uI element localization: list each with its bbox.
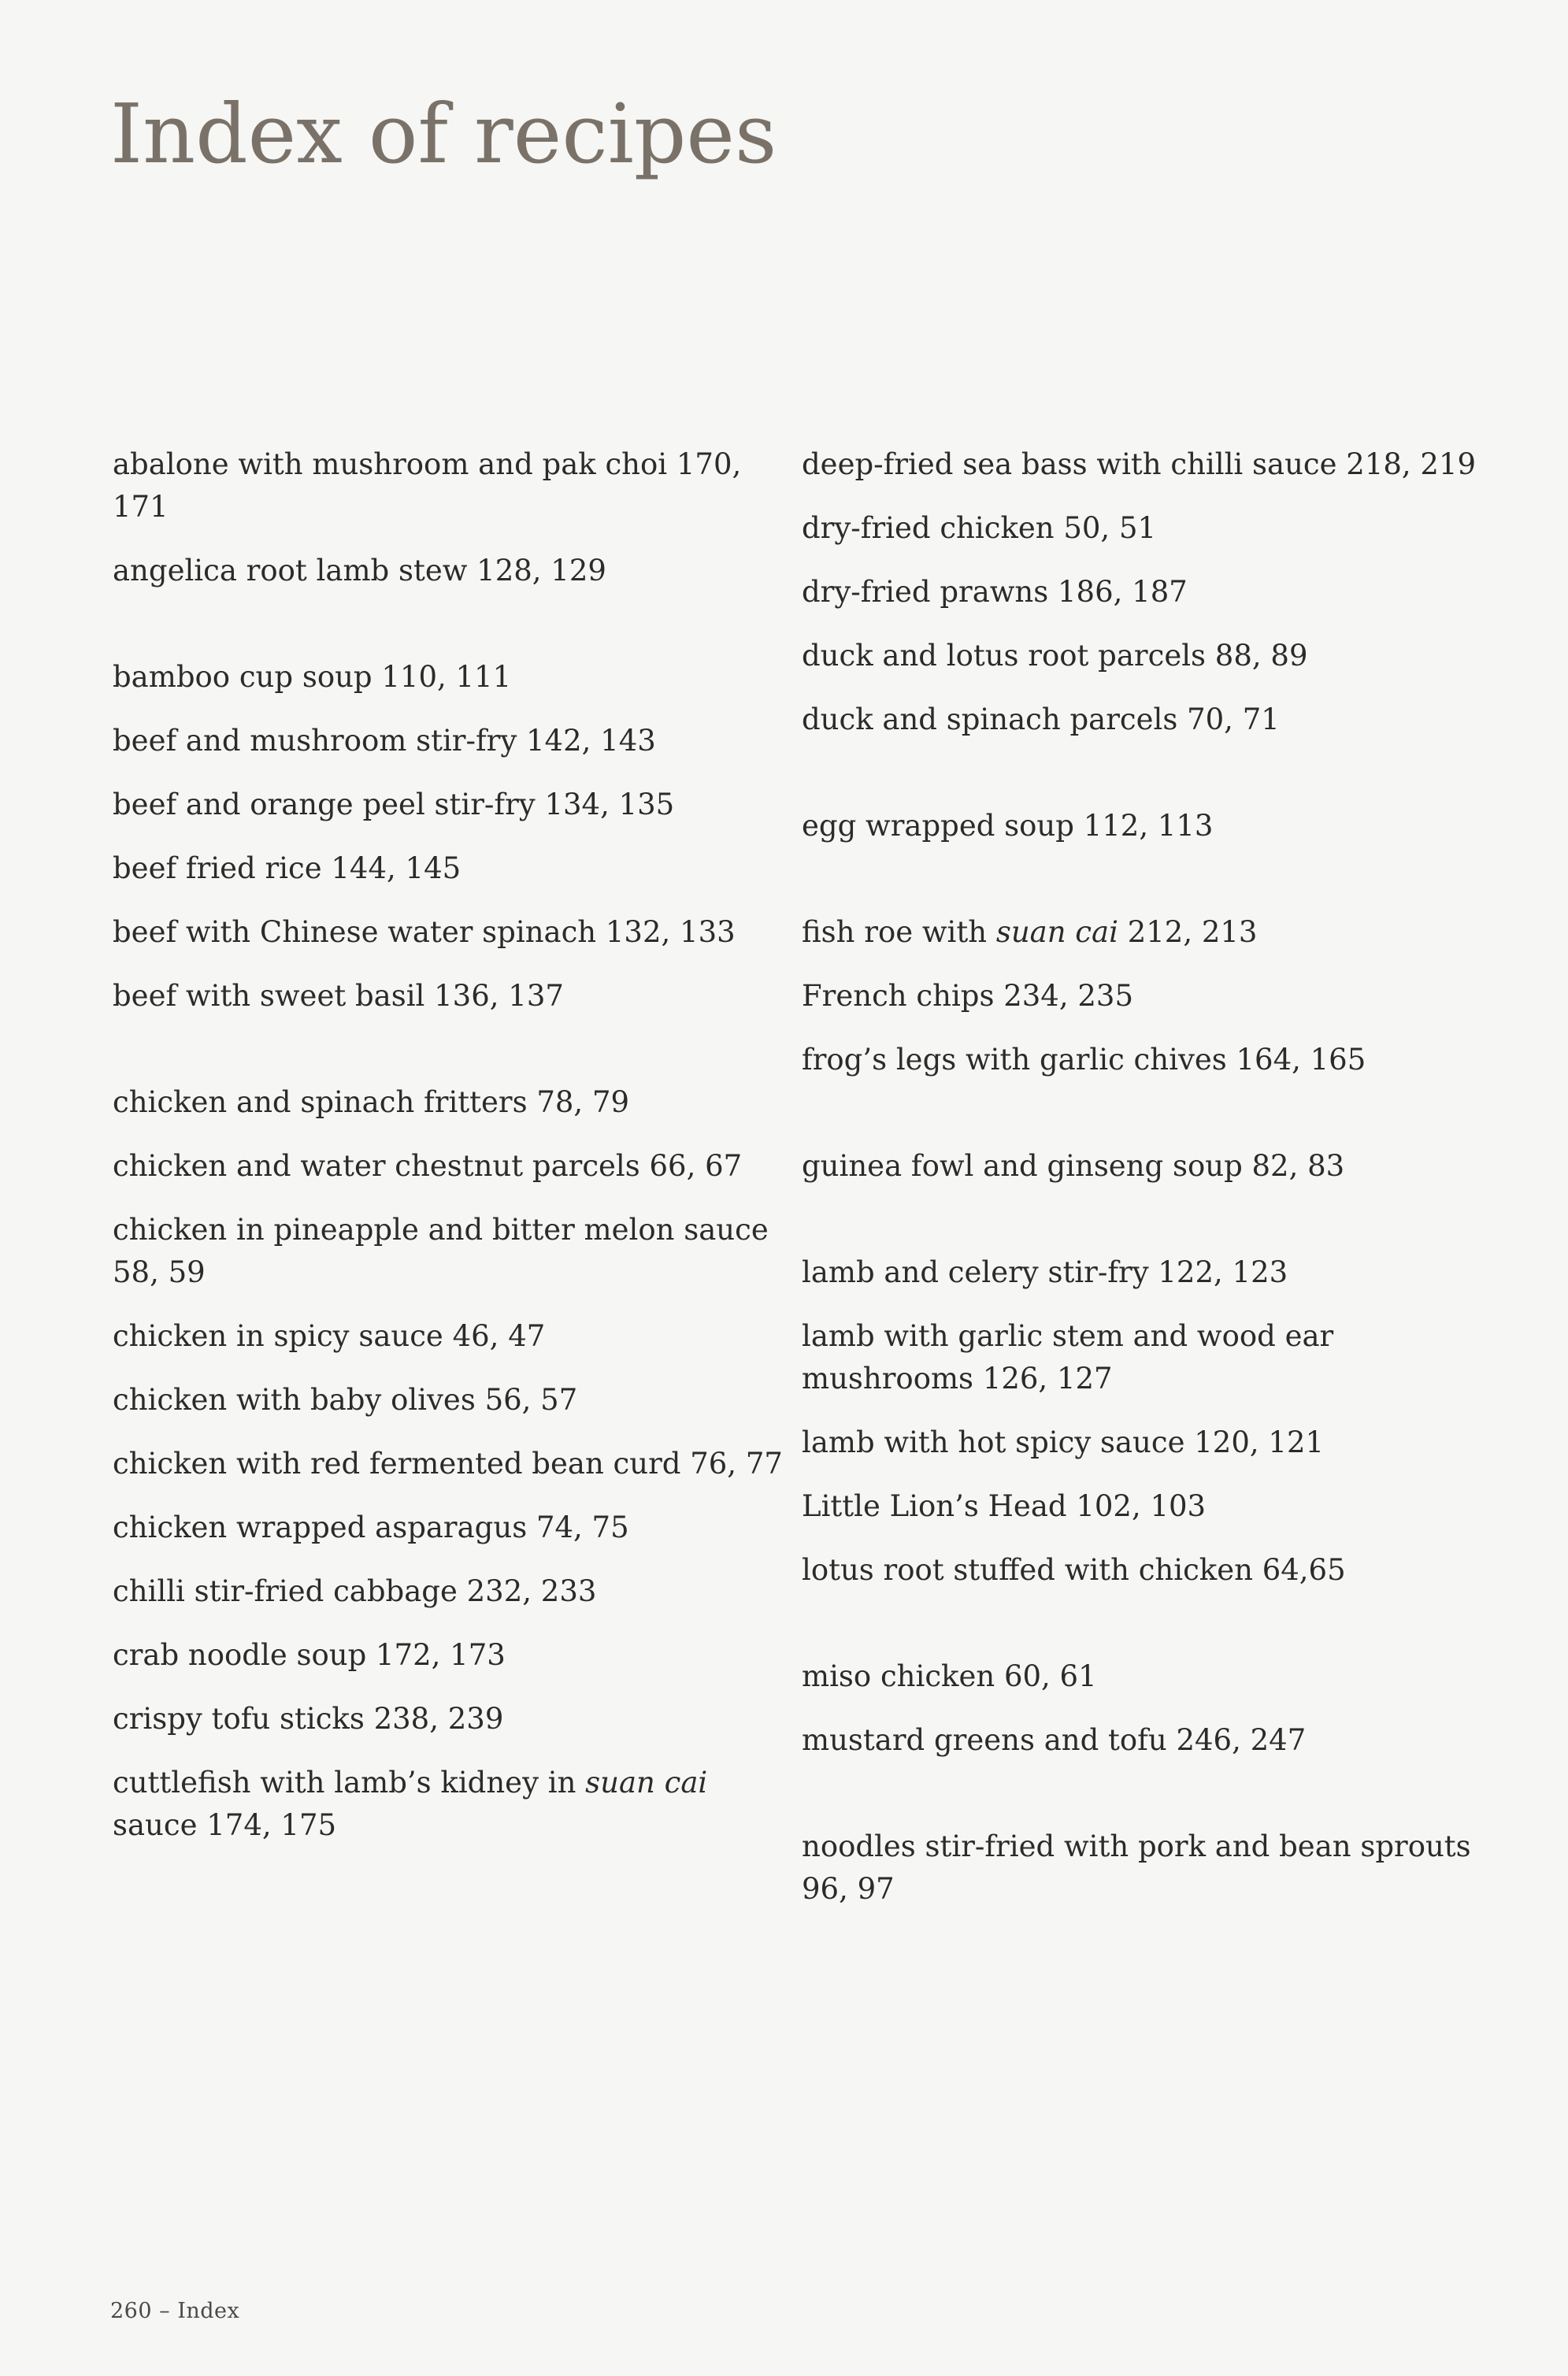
index-entry: chicken and water chestnut parcels 66, 67	[113, 1149, 743, 1183]
entry-italic-term: suan cai	[585, 1766, 708, 1800]
index-letter-group	[113, 1081, 790, 1847]
index-entry: chicken and spinach fritters 78, 79	[113, 1085, 630, 1119]
index-entry: chicken in spicy sauce 46, 47	[113, 1319, 546, 1353]
index-entry: noodles stir-fried with pork and bean sprouts 96, 97	[802, 1829, 1471, 1906]
index-letter-group	[802, 911, 1511, 1081]
index-entry: beef and orange peel stir-fry 134, 135	[113, 788, 675, 821]
index-entry	[802, 911, 1511, 954]
index-entry: chicken with baby olives 56, 57	[113, 1383, 578, 1417]
index-entry: guinea fowl and ginseng soup 82, 83	[802, 1149, 1345, 1183]
index-letter-group	[802, 1826, 1511, 1911]
entry-pages: 212, 213	[1118, 915, 1258, 949]
index-entry: lamb with hot spicy sauce 120, 121	[802, 1425, 1325, 1459]
index-entry: beef fried rice 144, 145	[113, 851, 462, 885]
index-entry: miso chicken 60, 61	[802, 1659, 1097, 1693]
index-entry: crab noodle soup 172, 173	[113, 1638, 506, 1672]
index-entry: dry-fried chicken 50, 51	[802, 511, 1157, 545]
entry-pages: sauce 174, 175	[113, 1808, 337, 1842]
index-letter-group	[802, 1655, 1511, 1762]
index-column-right	[802, 443, 1511, 1911]
page-title: Index of recipes	[110, 86, 777, 182]
index-letter-group	[113, 656, 790, 1017]
index-entry: chicken wrapped asparagus 74, 75	[113, 1510, 629, 1544]
index-letter-group	[802, 1251, 1511, 1592]
index-letter-group	[802, 443, 1511, 741]
index-entry: beef and mushroom stir-fry 142, 143	[113, 724, 656, 758]
entry-text: fish roe with	[802, 915, 996, 949]
index-entry: Little Lion’s Head 102, 103	[802, 1489, 1207, 1523]
index-entry: lotus root stuffed with chicken 64,65	[802, 1553, 1346, 1587]
index-entry: chilli stir-fried cabbage 232, 233	[113, 1574, 597, 1608]
index-entry: chicken with red fermented bean curd 76, 77	[113, 1447, 783, 1481]
index-entry: egg wrapped soup 112, 113	[802, 809, 1214, 843]
index-entry: beef with sweet basil 136, 137	[113, 979, 564, 1013]
index-entry: beef with Chinese water spinach 132, 133	[113, 915, 736, 949]
page-footer: 260 – Index	[110, 2299, 240, 2323]
index-entry: frog’s legs with garlic chives 164, 165	[802, 1043, 1366, 1077]
index-entry: angelica root lamb stew 128, 129	[113, 554, 606, 588]
index-entry	[113, 1762, 790, 1847]
index-letter-group	[802, 805, 1511, 847]
index-entry: duck and lotus root parcels 88, 89	[802, 639, 1308, 673]
index-entry: French chips 234, 235	[802, 979, 1133, 1013]
index-entry: abalone with mushroom and pak choi 170, 171	[113, 447, 742, 524]
index-entry: mustard greens and tofu 246, 247	[802, 1723, 1307, 1757]
index-letter-group	[802, 1145, 1511, 1188]
index-column-left	[113, 443, 790, 1847]
index-letter-group	[113, 443, 790, 592]
index-entry: duck and spinach parcels 70, 71	[802, 702, 1280, 736]
index-entry: crispy tofu sticks 238, 239	[113, 1702, 504, 1736]
index-entry: chicken in pineapple and bitter melon sauce 58, 59	[113, 1213, 769, 1289]
index-entry: lamb and celery stir-fry 122, 123	[802, 1255, 1288, 1289]
entry-italic-term: suan cai	[995, 915, 1118, 949]
entry-text: cuttlefish with lamb’s kidney in	[113, 1766, 586, 1800]
index-entry: deep-fried sea bass with chilli sauce 218, 219	[802, 447, 1477, 481]
index-entry: lamb with garlic stem and wood ear mushrooms 126, 127	[802, 1319, 1334, 1396]
index-entry: dry-fried prawns 186, 187	[802, 575, 1188, 609]
index-entry: bamboo cup soup 110, 111	[113, 660, 512, 694]
